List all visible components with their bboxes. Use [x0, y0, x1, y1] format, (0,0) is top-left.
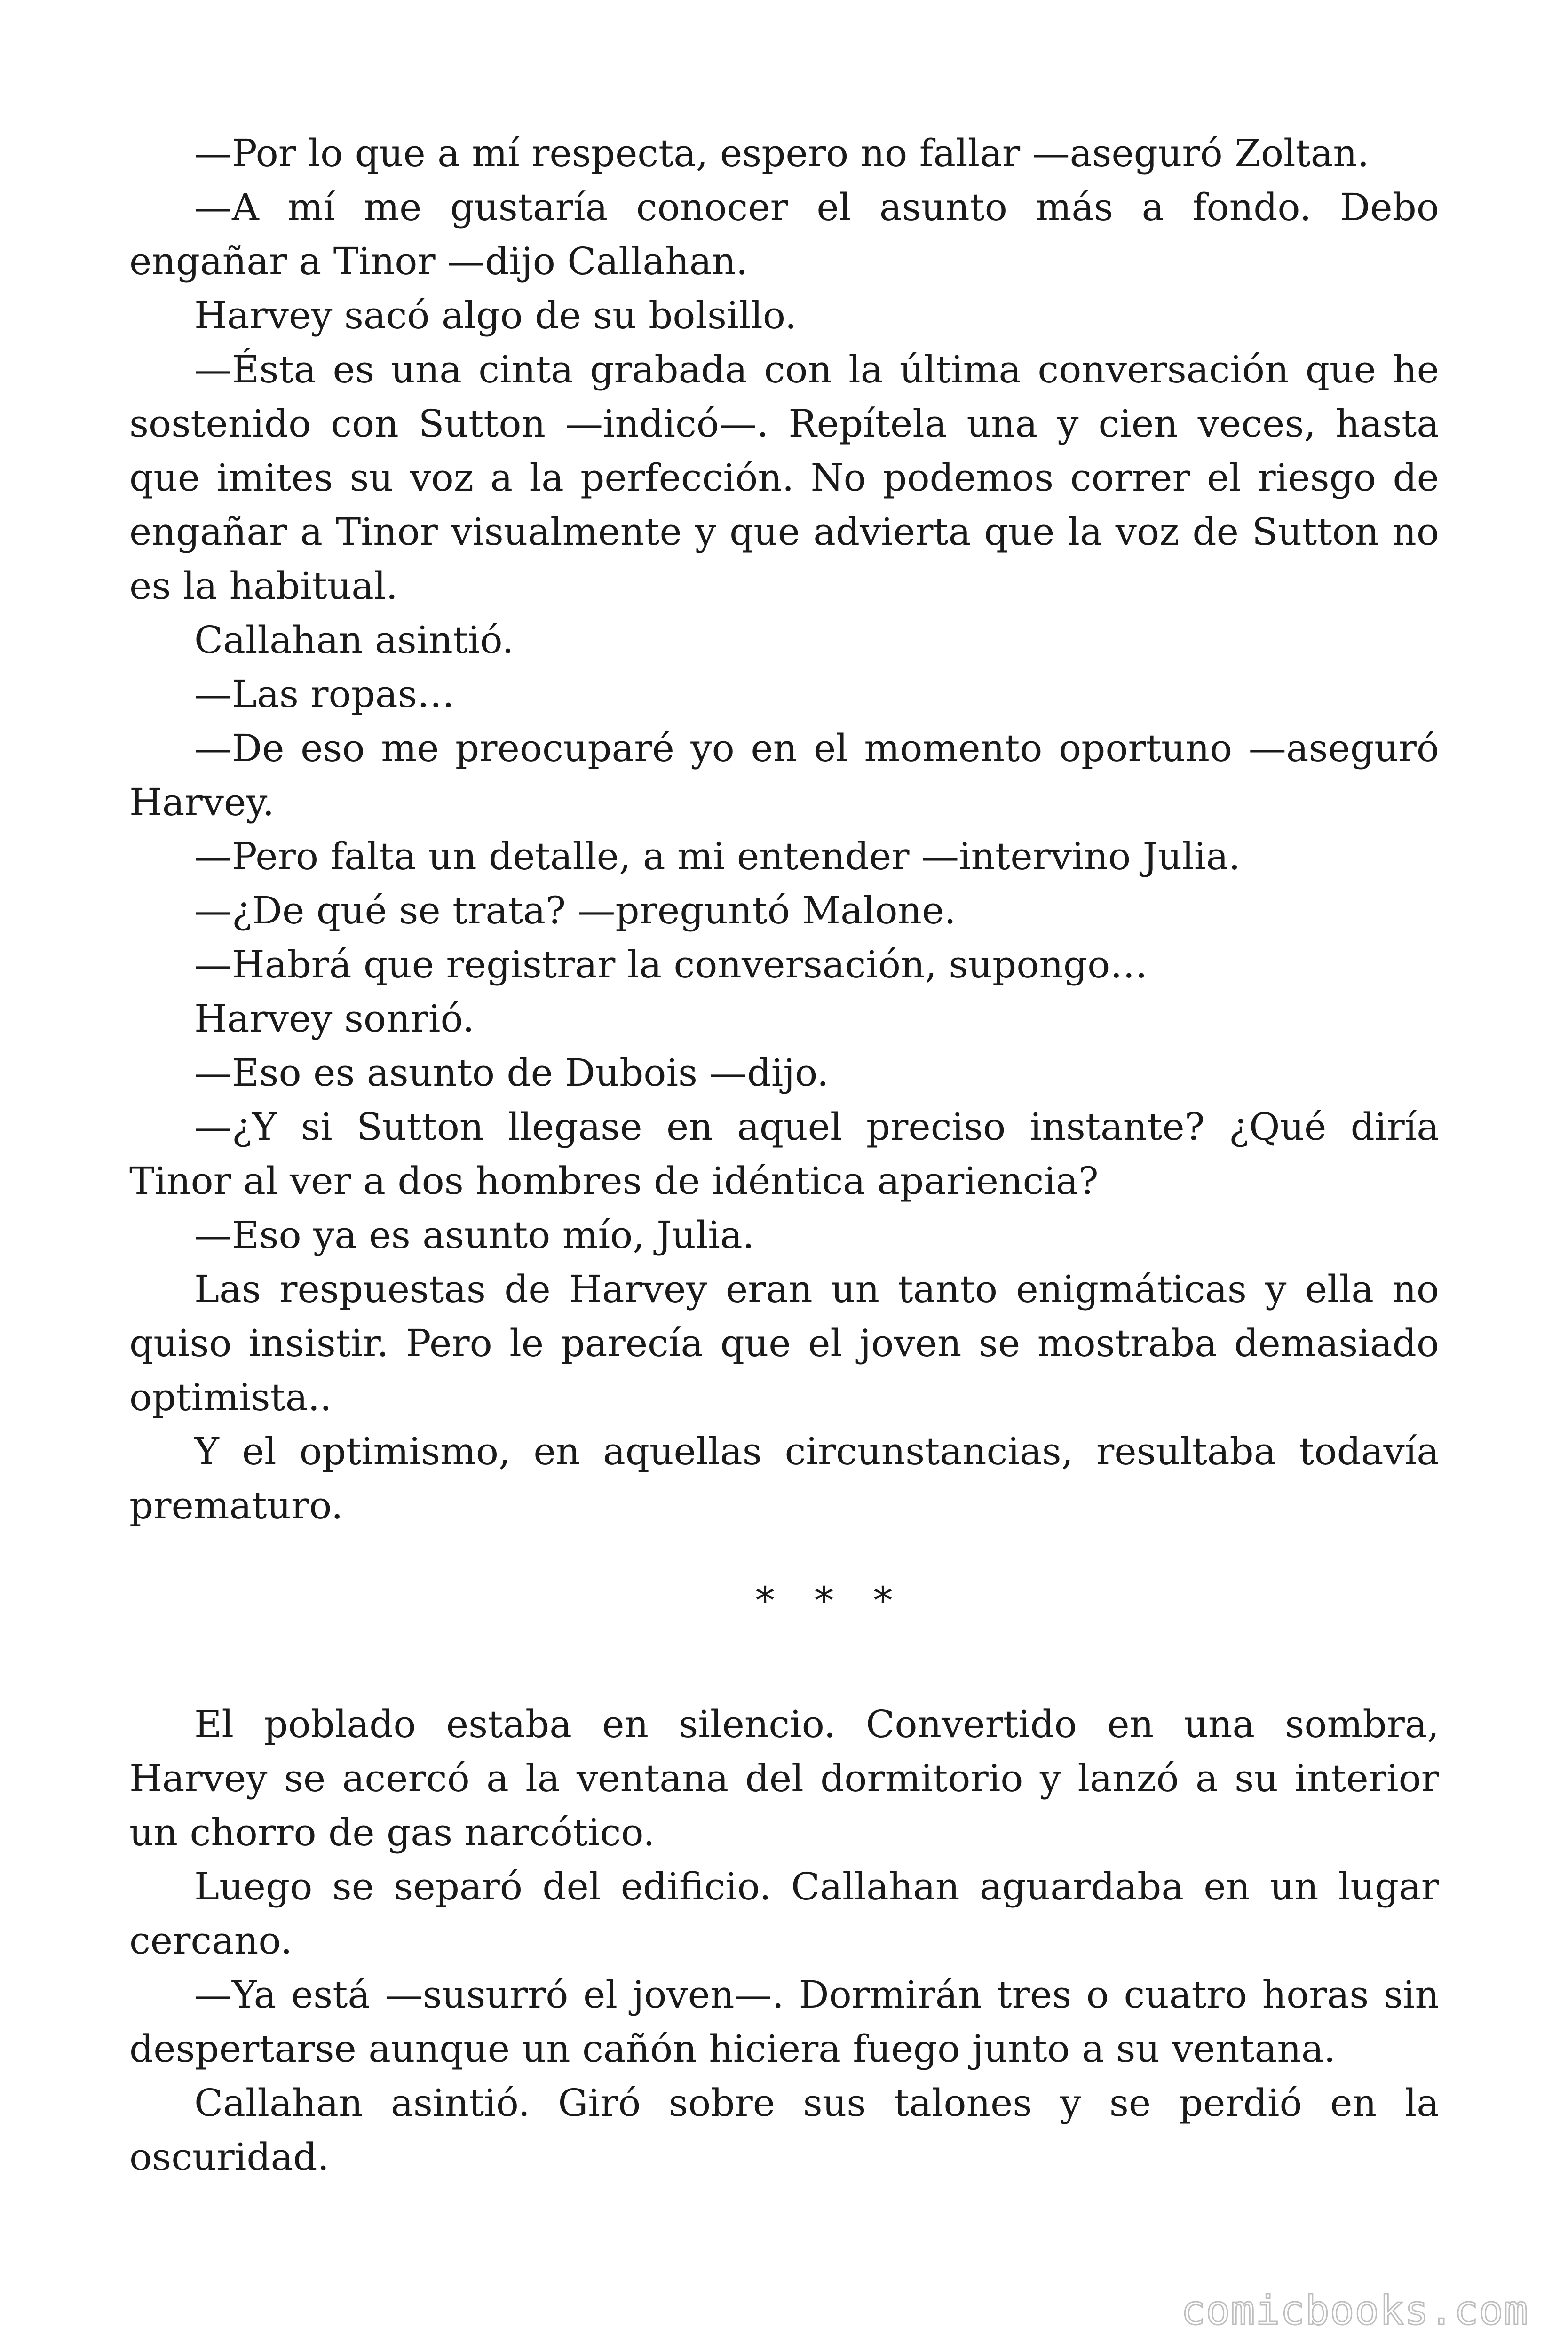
paragraph: —¿De qué se trata? —preguntó Malone. — [194, 889, 956, 932]
paragraph: —Las ropas… — [194, 672, 455, 716]
paragraph: —De eso me preocuparé yo en el momento oportuno —aseguró Harvey. — [129, 726, 1439, 824]
paragraph: Y el optimismo, en aquellas circunstancias, resultaba todavía prematuro. — [129, 1430, 1439, 1527]
paragraph: —Pero falta un detalle, a mi entender —intervino Julia. — [194, 834, 1241, 878]
paragraph: Harvey sacó algo de su bolsillo. — [194, 294, 797, 337]
paragraph: El poblado estaba en silencio. Convertido en una sombra, Harvey se acercó a la ventana del dormitorio y lanzó a su interior un chorro de gas narcótico. — [129, 1702, 1439, 1854]
paragraph: Harvey sonrió. — [194, 997, 475, 1041]
watermark: comicbooks.com — [1181, 2287, 1528, 2334]
paragraph: Callahan asintió. Giró sobre sus talones y se perdió en la oscuridad. — [129, 2081, 1439, 2179]
section-separator: * * * — [755, 1579, 907, 1622]
paragraph: Callahan asintió. — [194, 618, 514, 662]
paragraph: —Eso es asunto de Dubois —dijo. — [194, 1051, 829, 1095]
paragraph: —A mí me gustaría conocer el asunto más a fondo. Debo engañar a Tinor —dijo Callahan. — [129, 185, 1439, 283]
paragraph: Las respuestas de Harvey eran un tanto enigmáticas y ella no quiso insistir. Pero le parecía que el joven se mostraba demasiado optimista.. — [129, 1267, 1439, 1419]
paragraph: —Por lo que a mí respecta, espero no fallar —aseguró Zoltan. — [194, 131, 1370, 175]
paragraph: —¿Y si Sutton llegase en aquel preciso instante? ¿Qué diría Tinor al ver a dos hombres de idéntica apariencia? — [129, 1105, 1439, 1203]
paragraph: —Habrá que registrar la conversación, supongo… — [194, 943, 1148, 986]
paragraph: —Ya está —susurró el joven—. Dormirán tres o cuatro horas sin despertarse aunque un cañón hiciera fuego junto a su ventana. — [129, 1973, 1439, 2071]
text-block-bottom — [129, 1697, 1439, 2184]
paragraph: Luego se separó del edificio. Callahan aguardaba en un lugar cercano. — [129, 1865, 1439, 1963]
text-block-top — [129, 126, 1439, 1533]
paragraph: —Ésta es una cinta grabada con la última conversación que he sostenido con Sutton —indicó—. Repítela una y cien veces, hasta que imites su voz a la perfección. No podemos correr el riesgo de engañar a Tinor visualmente y que advierta que la voz de Sutton no es la habitual. — [129, 348, 1439, 608]
paragraph: —Eso ya es asunto mío, Julia. — [194, 1213, 755, 1257]
